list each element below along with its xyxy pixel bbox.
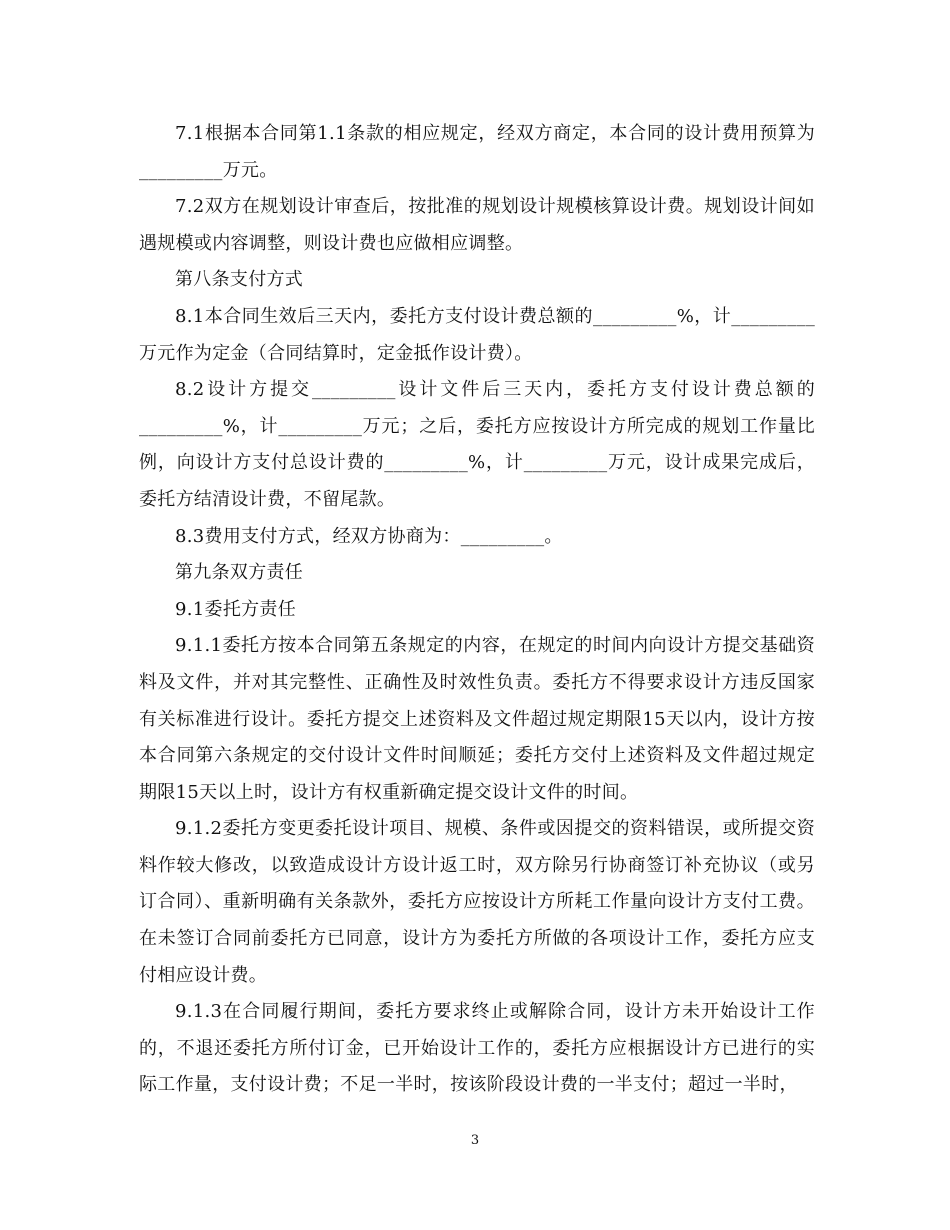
page-number: 3: [470, 1133, 480, 1148]
paragraph-8-2: 8.2设计方提交_________设计文件后三天内，委托方支付设计费总额的_________%，计_________万元；之后，委托方应按设计方所完成的规划工作量比例，向设计方支付总设计费的_________%，计_________万元，设计成果完成后，委托方结清设计费，不留尾款。: [139, 379, 815, 510]
paragraph-7-1: 7.1根据本合同第1.1条款的相应规定，经双方商定，本合同的设计费用预算为_________万元。: [139, 123, 815, 181]
heading-9-1: 9.1委托方责任: [175, 598, 297, 620]
paragraph-8-3: 8.3费用支付方式，经双方协商为：_________。: [175, 525, 563, 547]
heading-article-9: 第九条双方责任: [175, 562, 304, 584]
paragraph-9-1-3: 9.1.3在合同履行期间，委托方要求终止或解除合同，设计方未开始设计工作的，不退还委托方所付订金，已开始设计工作的，委托方应根据设计方已进行的实际工作量，支付设计费；不足一半时，按该阶段设计费的一半支付；超过一半时，: [139, 1001, 815, 1096]
paragraph-7-2: 7.2双方在规划设计审查后，按批准的规划设计规模核算设计费。规划设计间如遇规模或内容调整，则设计费也应做相应调整。: [139, 196, 815, 254]
heading-article-8: 第八条支付方式: [175, 269, 304, 291]
paragraph-9-1-1: 9.1.1委托方按本合同第五条规定的内容，在规定的时间内向设计方提交基础资料及文件，并对其完整性、正确性及时效性负责。委托方不得要求设计方违反国家有关标准进行设计。委托方提交上述资料及文件超过规定期限15天以内，设计方按本合同第六条规定的交付设计文件时间顺延；委托方交付上述资料及文件超过规定期限15天以上时，设计方有权重新确定提交设计文件的时间。: [139, 635, 815, 803]
paragraph-8-1: 8.1本合同生效后三天内，委托方支付设计费总额的_________%，计_________万元作为定金（合同结算时，定金抵作设计费）。: [139, 305, 815, 364]
paragraph-9-1-2: 9.1.2委托方变更委托设计项目、规模、条件或因提交的资料错误，或所提交资料作较大修改，以致造成设计方设计返工时，双方除另行协商签订补充协议（或另订合同）、重新明确有关条款外，委托方应按设计方所耗工作量向设计方支付工费。在未签订合同前委托方已同意，设计方为委托方所做的各项设计工作，委托方应支付相应设计费。: [139, 818, 815, 986]
document-body: [139, 116, 815, 1104]
